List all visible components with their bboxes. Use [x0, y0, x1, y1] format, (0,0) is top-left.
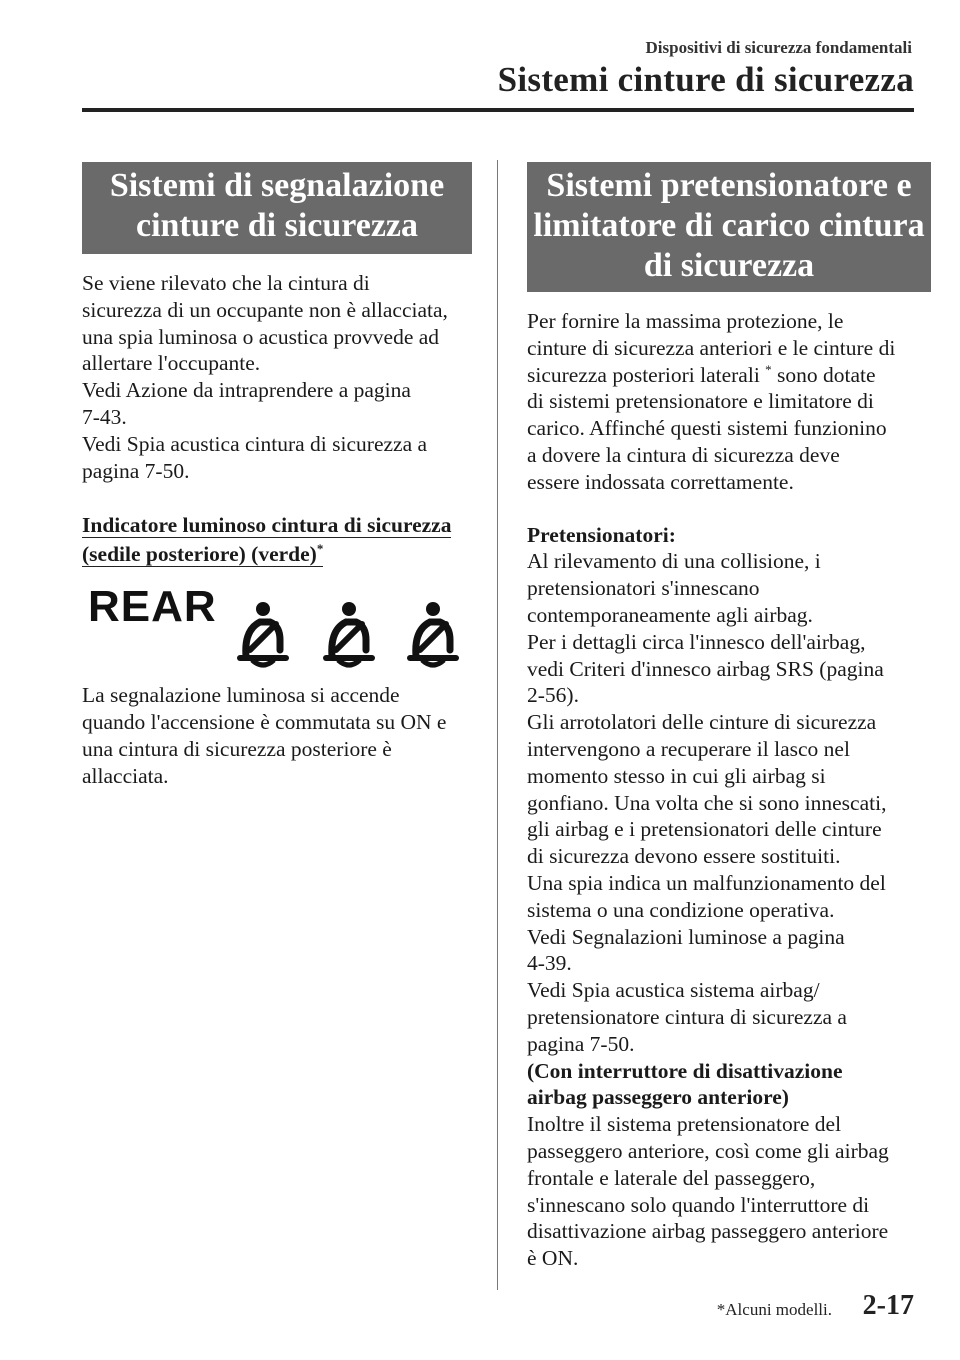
- text-line: di sistemi pretensionatore e limitatore di: [527, 389, 874, 414]
- text-line: momento stesso in cui gli airbag si: [527, 763, 826, 788]
- text-line: una spia luminosa o acustica provvede ad: [82, 324, 440, 349]
- text-line: 2-56).: [527, 683, 579, 708]
- text-line: Se viene rilevato che la cintura di: [82, 271, 370, 295]
- seatbelt-icon: [400, 600, 466, 670]
- seatbelt-icon: [316, 600, 382, 670]
- text-line: pretensionatore cintura di sicurezza a: [527, 1004, 847, 1029]
- text-line: [527, 362, 917, 389]
- text-line: essere indossata correttamente.: [527, 469, 794, 494]
- text-line: gonfiano. Una volta che si sono innescati,: [527, 790, 887, 815]
- switch-heading: [527, 1058, 917, 1112]
- text-line: di sicurezza devono essere sostituiti.: [527, 844, 841, 869]
- text-line: 7-43.: [82, 404, 127, 429]
- text-line: pagina 7-50.: [527, 1031, 635, 1056]
- page-number: 2-17: [862, 1290, 914, 1321]
- indicator-heading: [82, 512, 472, 570]
- optional-mark: *: [316, 541, 324, 557]
- text-line: sicurezza di un occupante non è allacciata,: [82, 297, 448, 322]
- pretensioner-intro: [527, 308, 917, 496]
- text-line: Vedi Spia acustica cintura di sicurezza a: [82, 431, 428, 456]
- heading-line: Indicatore luminoso cintura di sicurezza: [82, 513, 452, 538]
- text-line: frontale e laterale del passeggero,: [527, 1165, 816, 1190]
- section-title-line: cinture di sicurezza: [135, 207, 419, 244]
- text-line: intervengono a recuperare il lasco nel: [527, 736, 850, 761]
- text-line: allacciata.: [82, 763, 169, 788]
- column-divider: [497, 160, 498, 1290]
- text-line: sistema o una condizione operativa.: [527, 897, 835, 922]
- text-line: disattivazione airbag passeggero anteriore: [527, 1219, 889, 1244]
- text-line: Al rilevamento di una collisione, i: [527, 549, 821, 574]
- heading-line: [82, 542, 323, 567]
- section-title-line: limitatore di carico cintura: [533, 207, 925, 244]
- heading-text: (sedile posteriore) (verde): [82, 542, 317, 567]
- text-line: Una spia indica un malfunzionamento del: [527, 870, 886, 895]
- section-title-line: di sicurezza: [643, 247, 815, 284]
- text-line: vedi Criteri d'innesco airbag SRS (pagina: [527, 656, 884, 681]
- footnote: *Alcuni modelli.: [716, 1300, 832, 1319]
- text-line: s'innescano solo quando l'interruttore di: [527, 1192, 870, 1217]
- text-fragment: sono dotate: [771, 362, 876, 387]
- text-line: 4-39.: [527, 951, 572, 976]
- text-line: carico. Affinché questi sistemi funzionino: [527, 416, 887, 441]
- text-line: contemporaneamente agli airbag.: [527, 602, 813, 627]
- text-line: gli airbag e i pretensionatori delle cinture: [527, 817, 882, 842]
- text-line: a dovere la cintura di sicurezza deve: [527, 442, 840, 467]
- section-title-line: Sistemi pretensionatore e: [546, 167, 912, 204]
- text-line: Per i dettagli circa l'innesco dell'airbag,: [527, 629, 866, 654]
- text-line: La segnalazione luminosa si accende: [82, 683, 400, 708]
- text-line: Inoltre il sistema pretensionatore del: [527, 1112, 842, 1137]
- rear-seatbelt-indicator: [82, 582, 472, 674]
- right-column: [527, 162, 925, 1272]
- pretensioner-heading: [527, 522, 917, 549]
- text-line: Vedi Segnalazioni luminose a pagina: [527, 924, 845, 949]
- text-line: è ON.: [527, 1246, 579, 1271]
- left-column: [82, 162, 472, 790]
- rear-label: REAR: [88, 582, 217, 632]
- heading-line: airbag passeggero anteriore): [527, 1085, 789, 1110]
- text-fragment: sicurezza posteriori laterali: [527, 362, 760, 387]
- text-line: Vedi Spia acustica sistema airbag/: [527, 978, 820, 1003]
- optional-mark: *: [765, 361, 772, 377]
- indicator-description: [82, 682, 472, 789]
- seatbelt-icon: [230, 600, 296, 670]
- page-header-chapter: Dispositivi di sicurezza fondamentali: [645, 38, 912, 57]
- text-line: passeggero anteriore, così come gli airbag: [527, 1138, 889, 1163]
- heading-line: Pretensionatori:: [527, 522, 676, 547]
- heading-line: (Con interruttore di disattivazione: [527, 1058, 843, 1083]
- text-line: cinture di sicurezza anteriori e le cinture di: [527, 335, 896, 360]
- section-title-line: Sistemi di segnalazione: [109, 167, 445, 204]
- text-line: allertare l'occupante.: [82, 351, 261, 376]
- text-line: Per fornire la massima protezione, le: [527, 309, 844, 333]
- pretensioner-body: [527, 548, 917, 1057]
- switch-body: [527, 1111, 917, 1272]
- section-title-seatbelt-warning: [82, 162, 472, 254]
- warning-intro: [82, 270, 472, 484]
- text-line: quando l'accensione è commutata su ON e: [82, 710, 447, 735]
- text-line: Gli arrotolatori delle cinture di sicurezza: [527, 710, 877, 735]
- section-title-pretensioner: [527, 162, 931, 292]
- text-line: Vedi Azione da intraprendere a pagina: [82, 378, 411, 403]
- text-line: pagina 7-50.: [82, 458, 190, 483]
- header-rule: [82, 108, 914, 112]
- text-line: pretensionatori s'innescano: [527, 576, 760, 601]
- page-header-title: Sistemi cinture di sicurezza: [497, 60, 914, 99]
- text-line: una cintura di sicurezza posteriore è: [82, 736, 392, 761]
